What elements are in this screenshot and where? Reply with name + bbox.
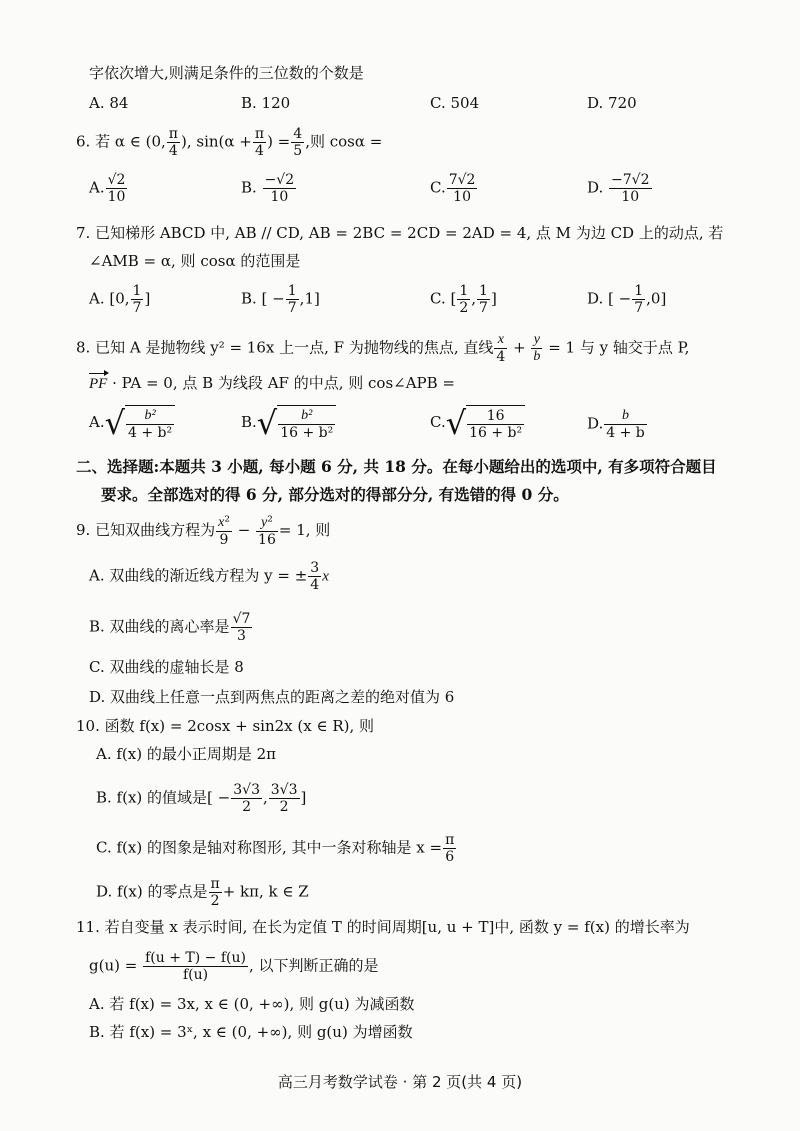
q8-option-a: A.√ $\frac{\text{b²}}{\text{4 + b²}}$ (89, 404, 175, 442)
q8-stem-line2: PF · PA = 0, 点 B 为线段 AF 的中点, 则 cos∠APB = (89, 374, 456, 392)
q6-option-c: C. $\frac{7√2}{10}$ (430, 172, 476, 206)
q5-option-d: D. 720 (587, 94, 637, 112)
q5-stem-continuation: 字依次增大,则满足条件的三位数的个数是 (89, 64, 364, 82)
q6-option-d: D. $\frac{-7√2}{10}$ (587, 172, 650, 206)
q10-option-a: A. f(x) 的最小正周期是 2π (96, 745, 277, 763)
q10-option-c: C. f(x) 的图象是轴对称图形, 其中一条对称轴是 x = $\frac{\pi}{6}$ (96, 832, 455, 866)
q6-option-a: A. $\frac{√2}{10}$ (89, 172, 126, 206)
section2-heading-line2: 要求。全部选对的得 6 分, 部分选对的得部分分, 有选错的得 0 分。 (101, 485, 569, 504)
q5-option-b: B. 120 (241, 94, 291, 112)
q7-stem-line1: 7. 已知梯形 ABCD 中, AB // CD, AB = 2BC = 2CD = 2AD = 4, 点 M 为边 CD 上的动点, 若 (76, 224, 724, 242)
q6-stem: 6. 若 α ∈ (0, $\frac{\pi}{4}$ ), sin(α + $\frac{\pi}{4}$ ) = $\frac{4}{5}$ ,则 cosα = (76, 126, 383, 160)
page-footer: 高三月考数学试卷 · 第 2 页(共 4 页) (277, 1073, 523, 1091)
q7-option-d: D. [ − $\frac{1}{7}$ ,0] (587, 283, 667, 317)
q8-option-d: D. $\frac{b}{4 + b}$ (587, 408, 645, 442)
q9-option-d: D. 双曲线上任意一点到两焦点的距离之差的绝对值为 6 (89, 688, 455, 706)
q9-option-a: A. 双曲线的渐近线方程为 y = ± $\frac{3}{4}$ x (89, 560, 329, 594)
q10-option-d: D. f(x) 的零点是 $\frac{\pi}{2}$ + kπ, k ∈ Z (96, 876, 309, 910)
q10-stem: 10. 函数 f(x) = 2cosx + sin2x (x ∈ R), 则 (76, 717, 375, 735)
q9-stem: 9. 已知双曲线方程为 $\frac{\text{x²}}{9}$ − $\frac{\text{y²}}{16}$ = 1, 则 (76, 514, 331, 549)
q7-option-c: C. [ $\frac{1}{2}$ , $\frac{1}{7}$ ] (430, 283, 497, 317)
q9-option-b: B. 双曲线的离心率是 $\frac{√7}{3}$ (89, 611, 251, 645)
q7-option-b: B. [ − $\frac{1}{7}$ ,1] (241, 283, 320, 317)
q11-option-a: A. 若 f(x) = 3x, x ∈ (0, +∞), 则 g(u) 为减函数 (89, 995, 415, 1013)
q7-option-a: A. [0, $\frac{1}{7}$ ] (89, 283, 151, 317)
q6-option-b: B. $\frac{-√2}{10}$ (241, 172, 295, 206)
q11-option-b: B. 若 f(x) = 3ˣ, x ∈ (0, +∞), 则 g(u) 为增函数 (89, 1023, 413, 1041)
q8-option-c: C.√ $\frac{16}{\text{16 + b²}}$ (430, 404, 525, 442)
q11-growth-rate: g(u) = $\frac{f(u + T) - f(u)}{f(u)}$ , 以下判断正确的是 (89, 950, 379, 984)
q8-option-b: B.√ $\frac{\text{b²}}{\text{16 + b²}}$ (241, 404, 336, 442)
q5-option-c: C. 504 (430, 94, 480, 112)
q9-option-c: C. 双曲线的虚轴长是 8 (89, 658, 244, 676)
section2-heading-line1: 二、选择题:本题共 3 小题, 每小题 6 分, 共 18 分。在每小题给出的选项中, 有多项符合题目 (76, 457, 717, 476)
q7-stem-line2: ∠AMB = α, 则 cosα 的范围是 (89, 252, 301, 270)
q5-option-a: A. 84 (89, 94, 129, 112)
q10-option-b: B. f(x) 的值域是[ − $\frac{3√3}{2}$ , $\frac{3√3}{2}$ ] (96, 782, 307, 816)
q11-stem-line1: 11. 若自变量 x 表示时间, 在长为定值 T 的时间周期[u, u + T]中, 函数 y = f(x) 的增长率为 (76, 918, 690, 936)
q8-stem-line1: 8. 已知 A 是抛物线 y² = 16x 上一点, F 为抛物线的焦点, 直线 $\frac{x}{4}$ + $\frac{y}{b}$ = 1 与 y 轴交于点 P, (76, 332, 690, 366)
